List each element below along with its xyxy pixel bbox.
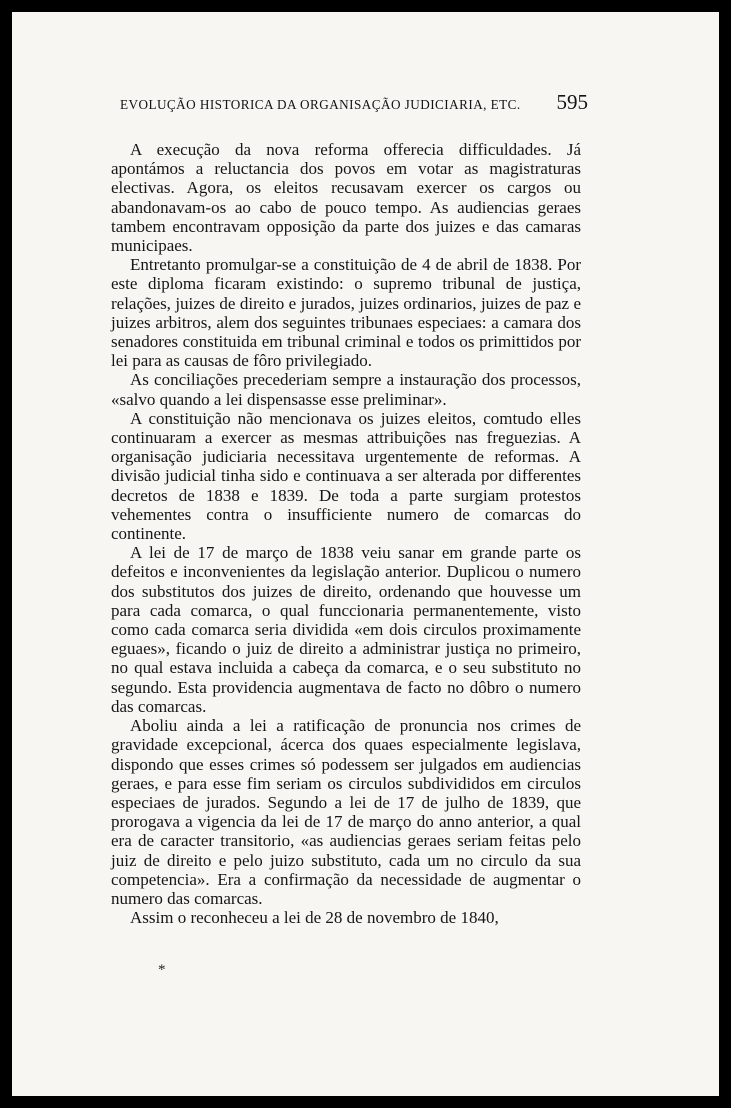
paragraph: A execução da nova reforma offerecia difficuldades. Já apontámos a reluctancia dos povos em votar as magistraturas electivas. Agora, os eleitos recusavam exercer os cargos ou abandonavam-os ao cabo de pouco tempo. As audiencias geraes tambem encontravam opposição da parte dos juizes e das camaras municipaes.: [111, 140, 581, 256]
paragraph: As conciliações precederiam sempre a instauração dos processos, «salvo quando a lei dispensasse esse preliminar».: [111, 370, 581, 409]
running-title: EVOLUÇÃO HISTORICA DA ORGANISAÇÃO JUDICIARIA, ETC.: [120, 97, 521, 112]
page-header: [120, 90, 588, 115]
paragraph: A lei de 17 de março de 1838 veiu sanar em grande parte os defeitos e inconvenientes da legislação anterior. Duplicou o numero dos substitutos dos juizes de direito, ordenando que houvesse um para cada comarca, o qual funccionaria permanentemente, visto como cada comarca seria dividida «em dois circulos proximamente eguaes», ficando o juiz de direito a administrar justiça no primeiro, no qual estava incluida a cabeça da comarca, e o seu substituto no segundo. Esta providencia augmentava de facto no dôbro o numero das comarcas.: [111, 543, 581, 716]
paragraph: Aboliu ainda a lei a ratificação de pronuncia nos crimes de gravidade excepcional, ácerca dos quaes especialmente legislava, dispondo que esses crimes só podessem ser julgados em audiencias geraes, e para esse fim seriam os circulos subdivididos em circulos especiaes de jurados. Segundo a lei de 17 de julho de 1839, que prorogava a vigencia da lei de 17 de março do anno anterior, a qual era de caracter transitorio, «as audiencias geraes seriam feitas pelo juiz de direito e pelo juizo substituto, cada um no circulo da sua competencia». Era a confirmação da necessidade de augmentar o numero das comarcas.: [111, 716, 581, 908]
footnote-mark: *: [158, 962, 166, 978]
page-number: 595: [556, 90, 588, 114]
body-text: [111, 140, 581, 927]
paragraph: Entretanto promulgar-se a constituição de 4 de abril de 1838. Por este diploma ficaram existindo: o supremo tribunal de justiça, relações, juizes de direito e jurados, juizes ordinarios, juizes de paz e juizes arbitros, alem dos seguintes tribunaes especiaes: a camara dos senadores constituida em tribunal criminal e todos os primittidos por lei para as causas de fôro privilegiado.: [111, 255, 581, 371]
paragraph: A constituição não mencionava os juizes eleitos, comtudo elles continuaram a exercer as mesmas attribuições nas freguezias. A organisação judiciaria necessitava urgentemente de reformas. A divisão judicial tinha sido e continuava a ser alterada por differentes decretos de 1838 e 1839. De toda a parte surgiam protestos vehementes contra o insufficiente numero de comarcas do continente.: [111, 408, 581, 544]
book-page: [12, 12, 719, 1096]
paragraph: Assim o reconheceu a lei de 28 de novembro de 1840,: [130, 908, 499, 928]
